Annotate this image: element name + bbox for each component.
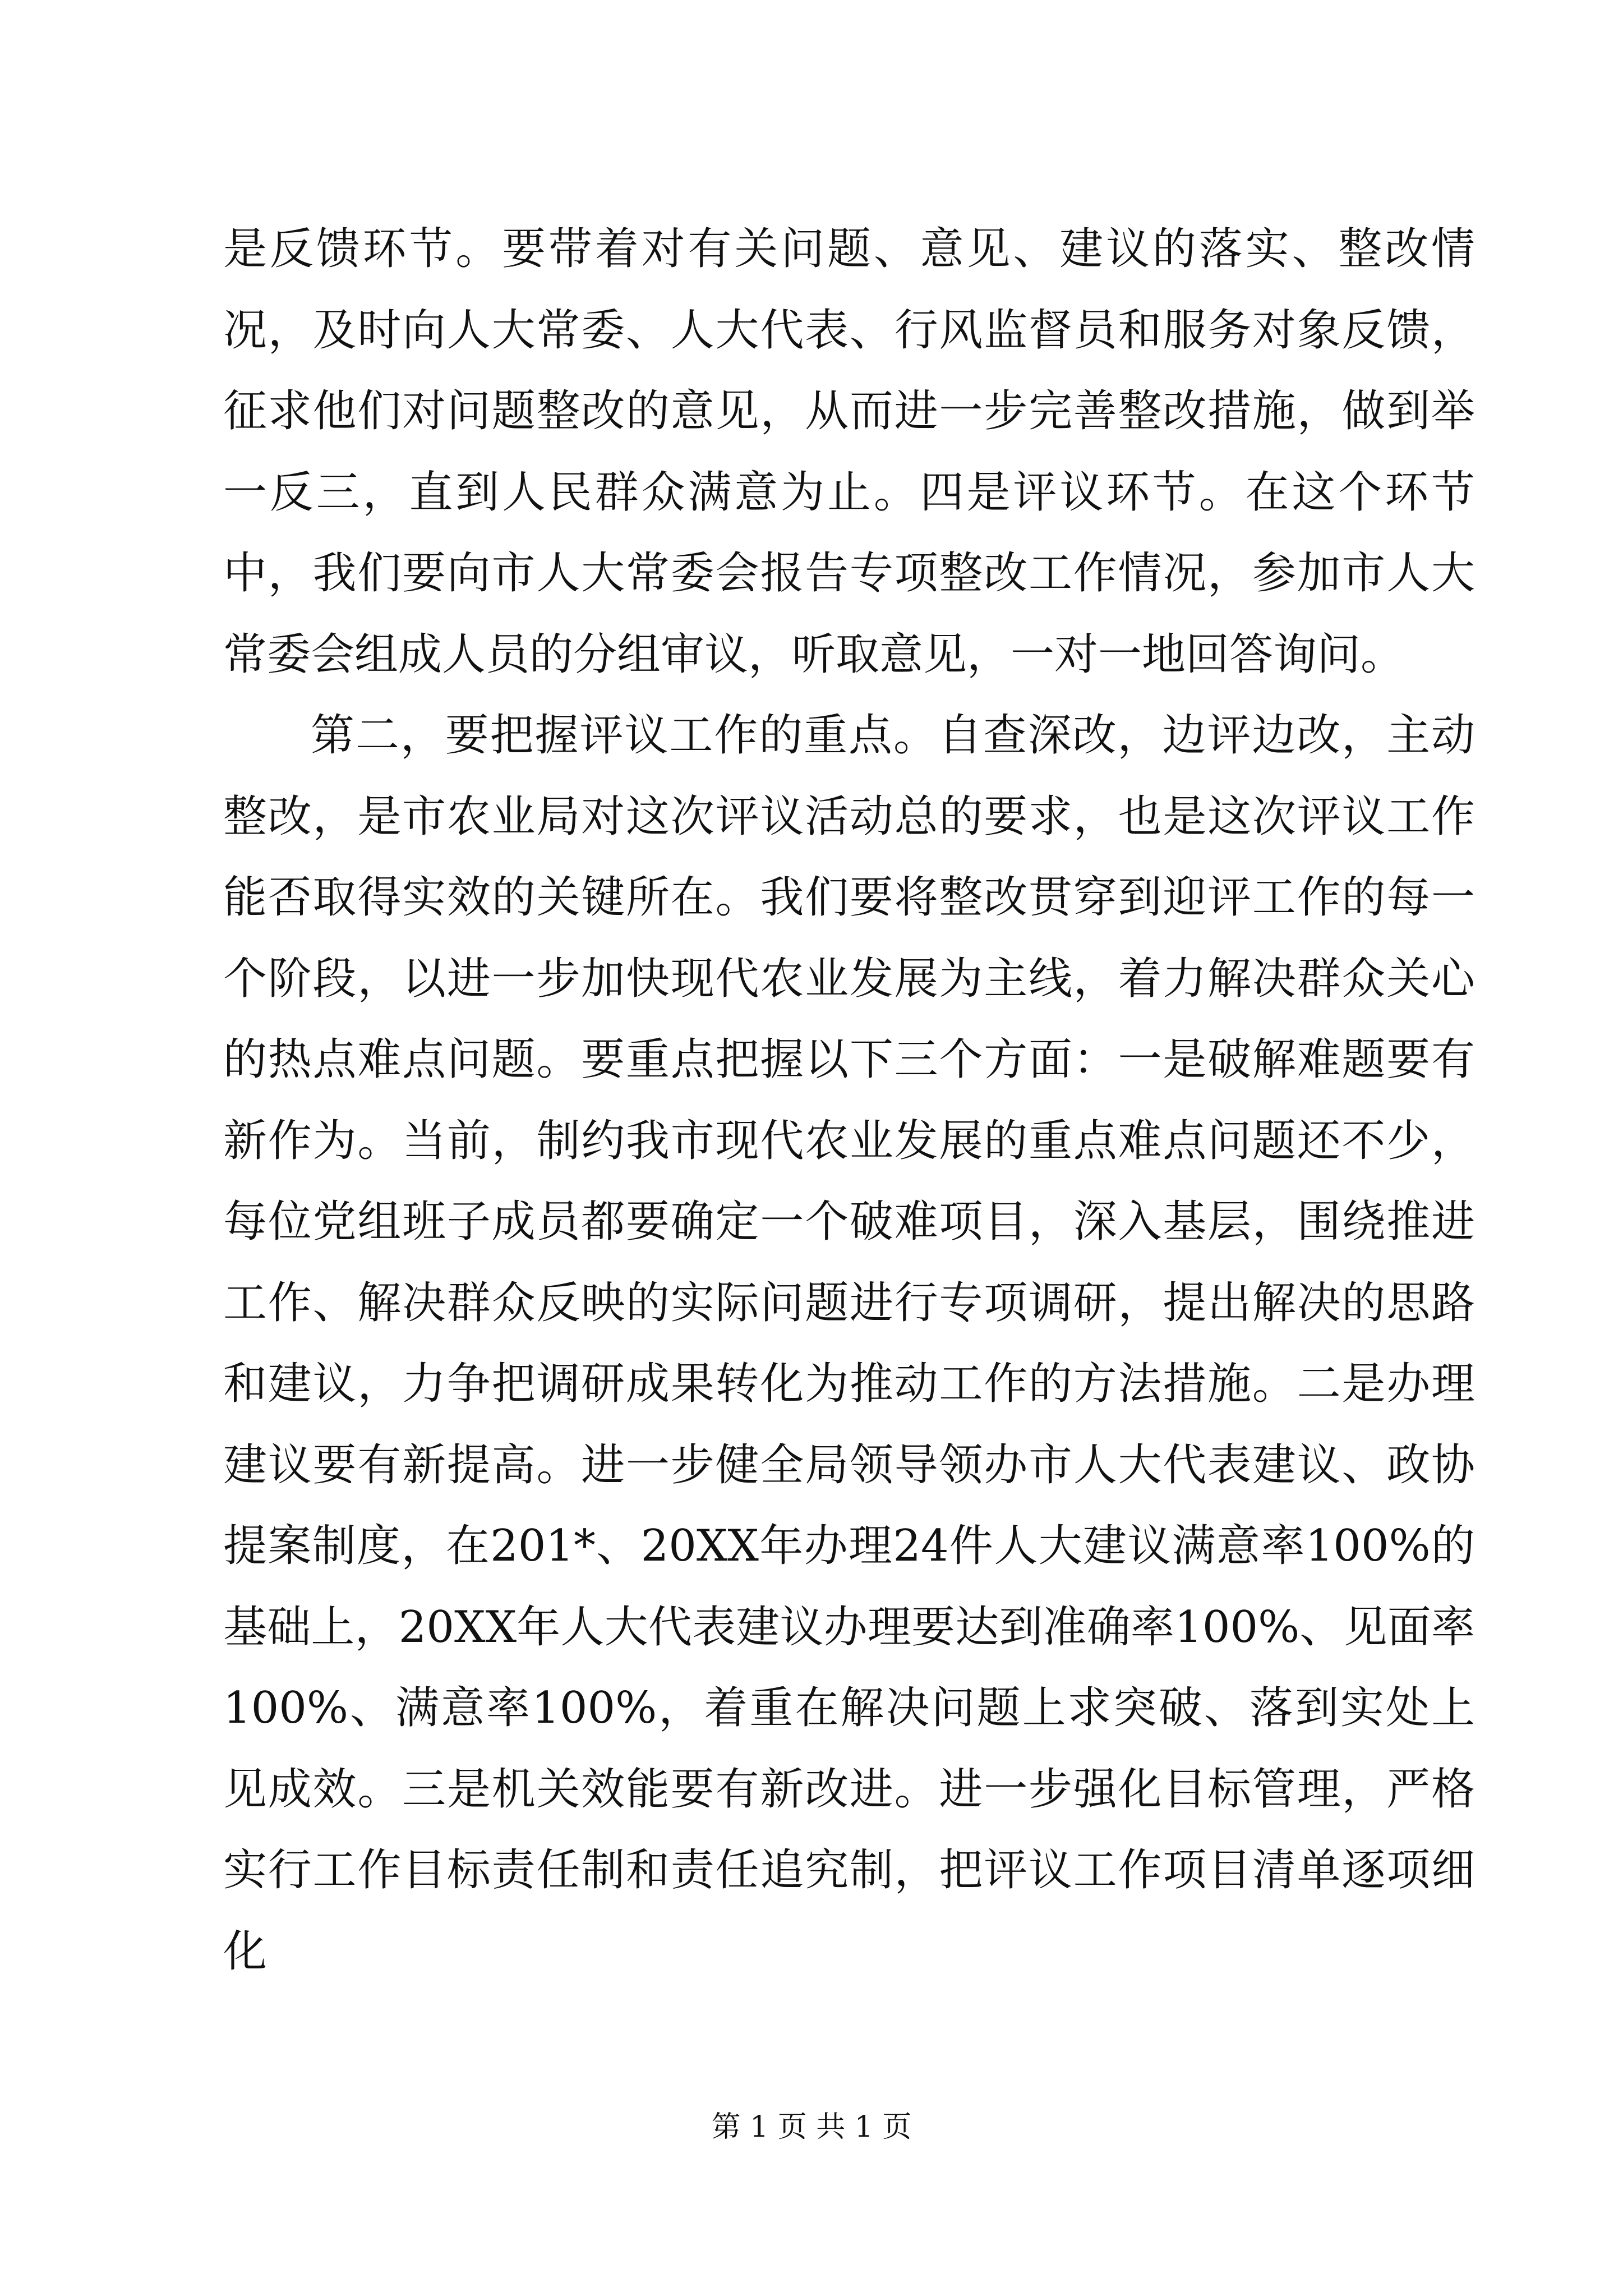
paragraph-feedback-stage: 是反馈环节。要带着对有关问题、意见、建议的落实、整改情况，及时向人大常委、人大代表、行风监督员和服务对象反馈，征求他们对问题整改的意见，从而进一步完善整改措施，做到举一反三，直到人民群众满意为止。四是评议环节。在这个环节中，我们要向市人大常委会报告专项整改工作情况，参加市人大常委会组成人员的分组审议，听取意见，一对一地回答询问。 <box>223 224 1475 680</box>
paragraph-evaluation-focus: 第二，要把握评议工作的重点。自查深改，边评边改，主动整改，是市农业局对这次评议活动总的要求，也是这次评议工作能否取得实效的关键所在。我们要将整改贯穿到迎评工作的每一个阶段，以进一步加快现代农业发展为主线，着力解决群众关心的热点难点问题。要重点把握以下三个方面：一是破解难题要有新作为。当前，制约我市现代农业发展的重点难点问题还不少，每位党组班子成员都要确定一个破难项目，深入基层，围绕推进工作、解决群众反映的实际问题进行专项调研，提出解决的思路和建议，力争把调研成果转化为推动工作的方法措施。二是办理建议要有新提高。进一步健全局领导领办市人大代表建议、政协提案制度，在201*、20XX年办理24件人大建议满意率100%的基础上，20XX年人大代表建议办理要达到准确率100%、见面率100%、满意率100%，着重在解决问题上求突破、落到实处上见成效。三是机关效能要有新改进。进一步强化目标管理，严格实行工作目标责任制和责任追究制，把评议工作项目清单逐项细化 <box>223 710 1475 1977</box>
document-body <box>223 209 1475 1992</box>
page-footer: 第 1 页 共 1 页 <box>711 2110 912 2144</box>
